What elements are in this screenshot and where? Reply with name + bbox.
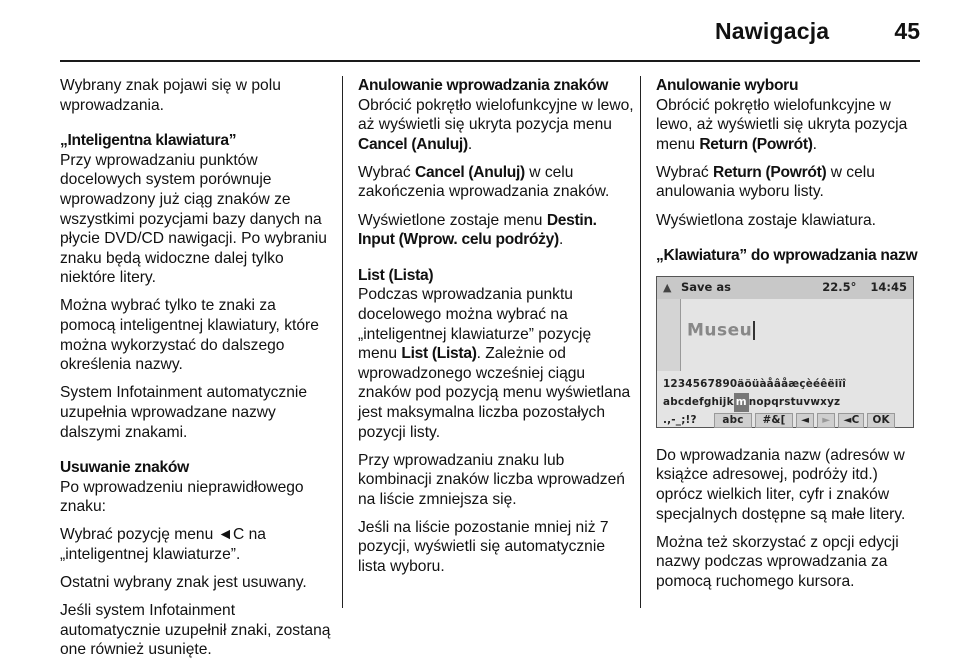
menu-item-return: Return (Powrót) [713,163,827,181]
keyboard-row-letters: abcdefghijk m nopqrstuvwxyz [663,393,840,413]
intro-paragraph: Wybrany znak pojawi się w polu wprowadzania. [60,77,281,114]
delete-paragraph-4: Jeśli system Infotainment automatycznie uzupełnił znaki, zostaną one również usunięte. [60,602,331,659]
header-divider [60,60,920,62]
column-1 [60,76,332,668]
list-heading: List (Lista) [358,266,434,284]
screen-temperature: 22.5° [822,279,857,294]
section-title: Nawigacja [715,18,830,44]
return-paragraph-1: Obrócić pokrętło wielofunkcyjne w lewo, aż wyświetli się ukryta pozycja menu Return (Powrót). [656,96,908,153]
list-paragraph-2: Przy wprowadzaniu znaku lub kombinacji znaków liczba wprowadzeń na liście zmniejsza się. [358,451,625,508]
keyboard-selected-key: m [734,393,749,413]
list-paragraph-1: Podczas wprowadzania punktu docelowego można wybrać na „inteligentnej klawiaturze” pozycję menu List (Lista). Zależnie od wprowadzonego wcześniej ciągu znaków pod pozycją menu wyświetlana jest maksymalna liczba pozostałych pozycji listy. [358,286,631,441]
delete-paragraph-1: Po wprowadzeniu nieprawidłowego znaku: [60,478,304,516]
delete-paragraph-3: Ostatni wybrany znak jest usuwany. [60,574,307,592]
text-cursor [753,321,755,340]
keyboard-names-heading: „Klawiatura” do wprowadzania nazw [656,247,918,265]
keyboard-row-functions [663,411,895,431]
keyboard-paragraph-2: Można też skorzystać z opcji edycji nazwy podczas wprowadzania za pomocą ruchomego kursora. [656,533,899,590]
key-abc: abc [714,413,752,428]
smart-keyboard-paragraph-3: System Infotainment automatycznie uzupełnia wprowadzane nazwy dalszymi znakami. [60,384,308,441]
screen-input-field: Museu [687,321,755,341]
menu-item-return: Return (Powrót) [699,135,813,153]
keyboard-paragraph-1: Do wprowadzania nazw (adresów w książce adresowej, podróży itd.) oprócz wielkich liter, cyfr i znaków specjalnych dostępne są małe litery. [656,446,906,523]
menu-item-cancel: Cancel (Anuluj) [358,135,468,153]
delete-paragraph-2: Wybrać pozycję menu ◄C na „inteligentnej klawiaturze”. [60,526,266,563]
return-paragraph-3: Wyświetlona zostaje klawiatura. [656,211,876,229]
smart-keyboard-paragraph-2: Można wybrać tylko te znaki za pomocą inteligentnej klawiatury, które można wykorzystać do dalszego określenia nazwy. [60,297,319,374]
screen-input-area [657,299,913,371]
key-cursor-left: ◄ [796,413,814,428]
smart-keyboard-paragraph-1: Przy wprowadzaniu punktów docelowych system porównuje wprowadzony już ciąg znaków ze wszystkimi pozycjami bazy danych na płycie DVD/CD nawigacji. Po wybraniu znaku będą widoczne dalej tylko niektóre litery. [60,151,327,287]
return-paragraph-2: Wybrać Return (Powrót) w celu anulowania wyboru listy. [656,163,875,201]
navigation-arrow-icon: ▲ [663,280,672,294]
column-divider-2 [640,76,641,608]
key-symbols: #&[ [755,413,793,428]
keyboard-row-digits: 1234567890äöüàåâåæçèéêëiïî [663,377,847,390]
navigation-screen-image [656,276,914,428]
menu-item-cancel: Cancel (Anuluj) [415,163,525,181]
key-cursor-right: ► [817,413,835,428]
column-3 [656,76,924,600]
cancel-selection-heading: Anulowanie wyboru [656,77,799,94]
column-2 [358,76,634,585]
column-divider-1 [342,76,343,608]
key-ok: OK [867,413,894,428]
cancel-paragraph-2: Wybrać Cancel (Anuluj) w celu zakończenia wprowadzania znaków. [358,163,610,201]
keyboard-symbols: .,-_;!? [663,413,697,426]
cancel-paragraph-3: Wyświetlone zostaje menu Destin. Input (Wprow. celu podróży). [358,211,597,249]
list-paragraph-3: Jeśli na liście pozostanie mniej niż 7 pozycji, wyświetli się automatycznie lista wyboru. [358,518,609,576]
screen-side-panel [657,299,681,371]
cancel-input-heading: Anulowanie wprowadzania znaków [358,77,609,94]
cancel-paragraph-1: Obrócić pokrętło wielofunkcyjne w lewo, aż wyświetli się ukryta pozycja menu Cancel (Anuluj). [358,96,634,153]
key-delete: ◄C [838,413,864,428]
page-number: 45 [894,18,920,44]
delete-chars-heading: Usuwanie znaków [60,459,189,477]
screen-clock: 14:45 [870,279,907,294]
menu-item-destination-input: Destin. Input (Wprow. celu podróży) [358,211,597,249]
menu-item-list: List (Lista) [401,345,477,363]
smart-keyboard-heading: „Inteligentna klawiatura” [60,132,237,150]
screen-title-bar [657,277,913,299]
screen-title: Save as [681,279,731,294]
